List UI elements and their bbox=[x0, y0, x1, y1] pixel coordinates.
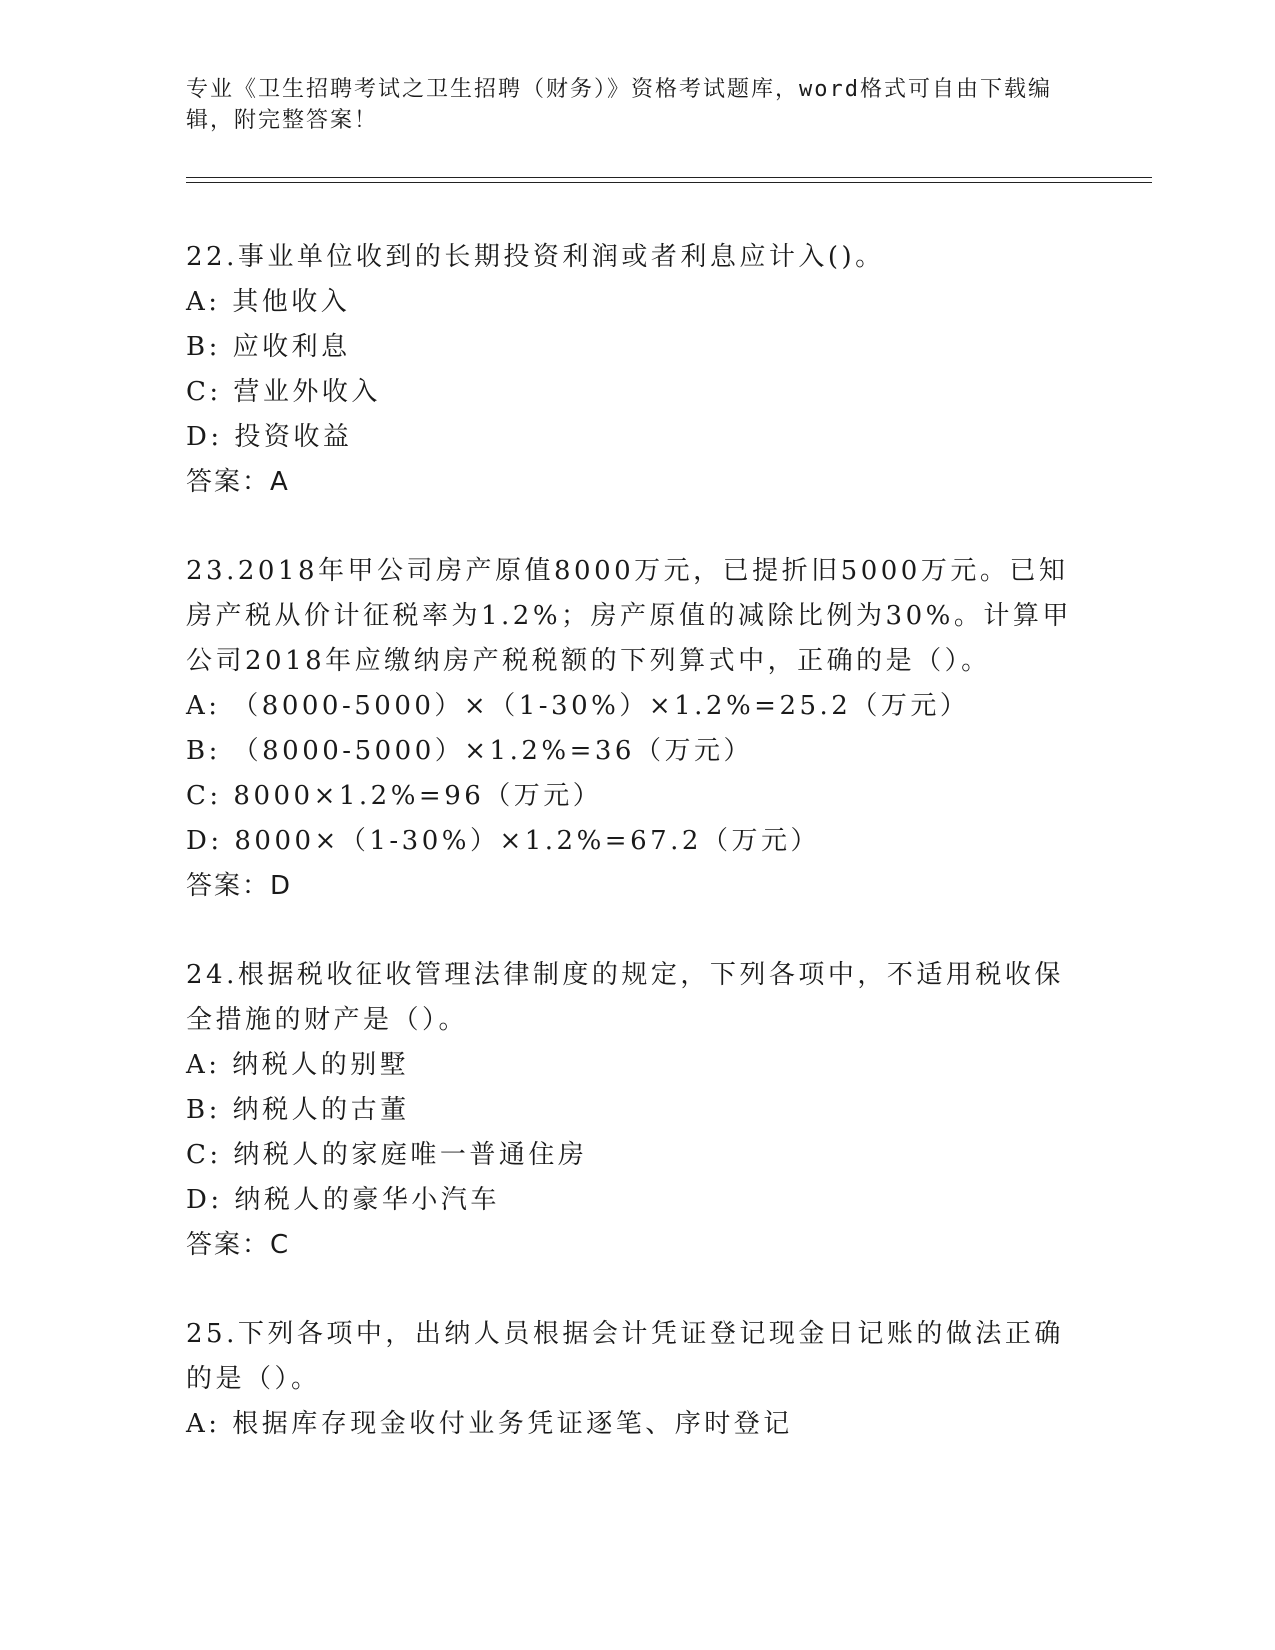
option-d: D: 8000×（1-30%）×1.2%=67.2（万元） bbox=[186, 826, 820, 856]
option-c: C: 8000×1.2%=96（万元） bbox=[186, 781, 603, 811]
question-stem: 22.事业单位收到的长期投资利润或者利息应计入()。 bbox=[186, 242, 885, 272]
option-d: D: 投资收益 bbox=[186, 422, 353, 452]
option-a: A: 纳税人的别墅 bbox=[186, 1050, 410, 1080]
question-list bbox=[186, 235, 1086, 1491]
option-a: A: 其他收入 bbox=[186, 287, 351, 317]
option-b: B: （8000-5000）×1.2%=36（万元） bbox=[186, 736, 753, 766]
document-header: 专业《卫生招聘考试之卫生招聘（财务）》资格考试题库，word格式可自由下载编辑，附完整答案！ bbox=[186, 77, 1052, 133]
question-22 bbox=[186, 235, 1086, 505]
option-a: A: （8000-5000）×（1-30%）×1.2%=25.2（万元） bbox=[186, 691, 970, 721]
option-d: D: 纳税人的豪华小汽车 bbox=[186, 1185, 500, 1215]
header-divider-top bbox=[186, 177, 1152, 178]
question-23 bbox=[186, 549, 1086, 909]
option-c: C: 营业外收入 bbox=[186, 377, 381, 407]
question-stem: 25.下列各项中，出纳人员根据会计凭证登记现金日记账的做法正确的是（）。 bbox=[186, 1319, 1064, 1394]
option-b: B: 纳税人的古董 bbox=[186, 1095, 410, 1125]
option-b: B: 应收利息 bbox=[186, 332, 351, 362]
question-stem: 23.2018年甲公司房产原值8000万元，已提折旧5000万元。已知房产税从价计征税率为1.2%；房产原值的减除比例为30%。计算甲公司2018年应缴纳房产税税额的下列算式中，正确的是（）。 bbox=[186, 556, 1072, 676]
question-stem: 24.根据税收征收管理法律制度的规定，下列各项中，不适用税收保全措施的财产是（）。 bbox=[186, 960, 1064, 1035]
option-c: C: 纳税人的家庭唯一普通住房 bbox=[186, 1140, 588, 1170]
answer-line: 答案：D bbox=[186, 871, 293, 901]
option-a: A: 根据库存现金收付业务凭证逐笔、序时登记 bbox=[186, 1409, 793, 1439]
answer-line: 答案：A bbox=[186, 467, 290, 497]
header-divider-bottom bbox=[186, 182, 1152, 183]
question-25 bbox=[186, 1312, 1086, 1447]
answer-line: 答案：C bbox=[186, 1230, 291, 1260]
question-24 bbox=[186, 953, 1086, 1268]
